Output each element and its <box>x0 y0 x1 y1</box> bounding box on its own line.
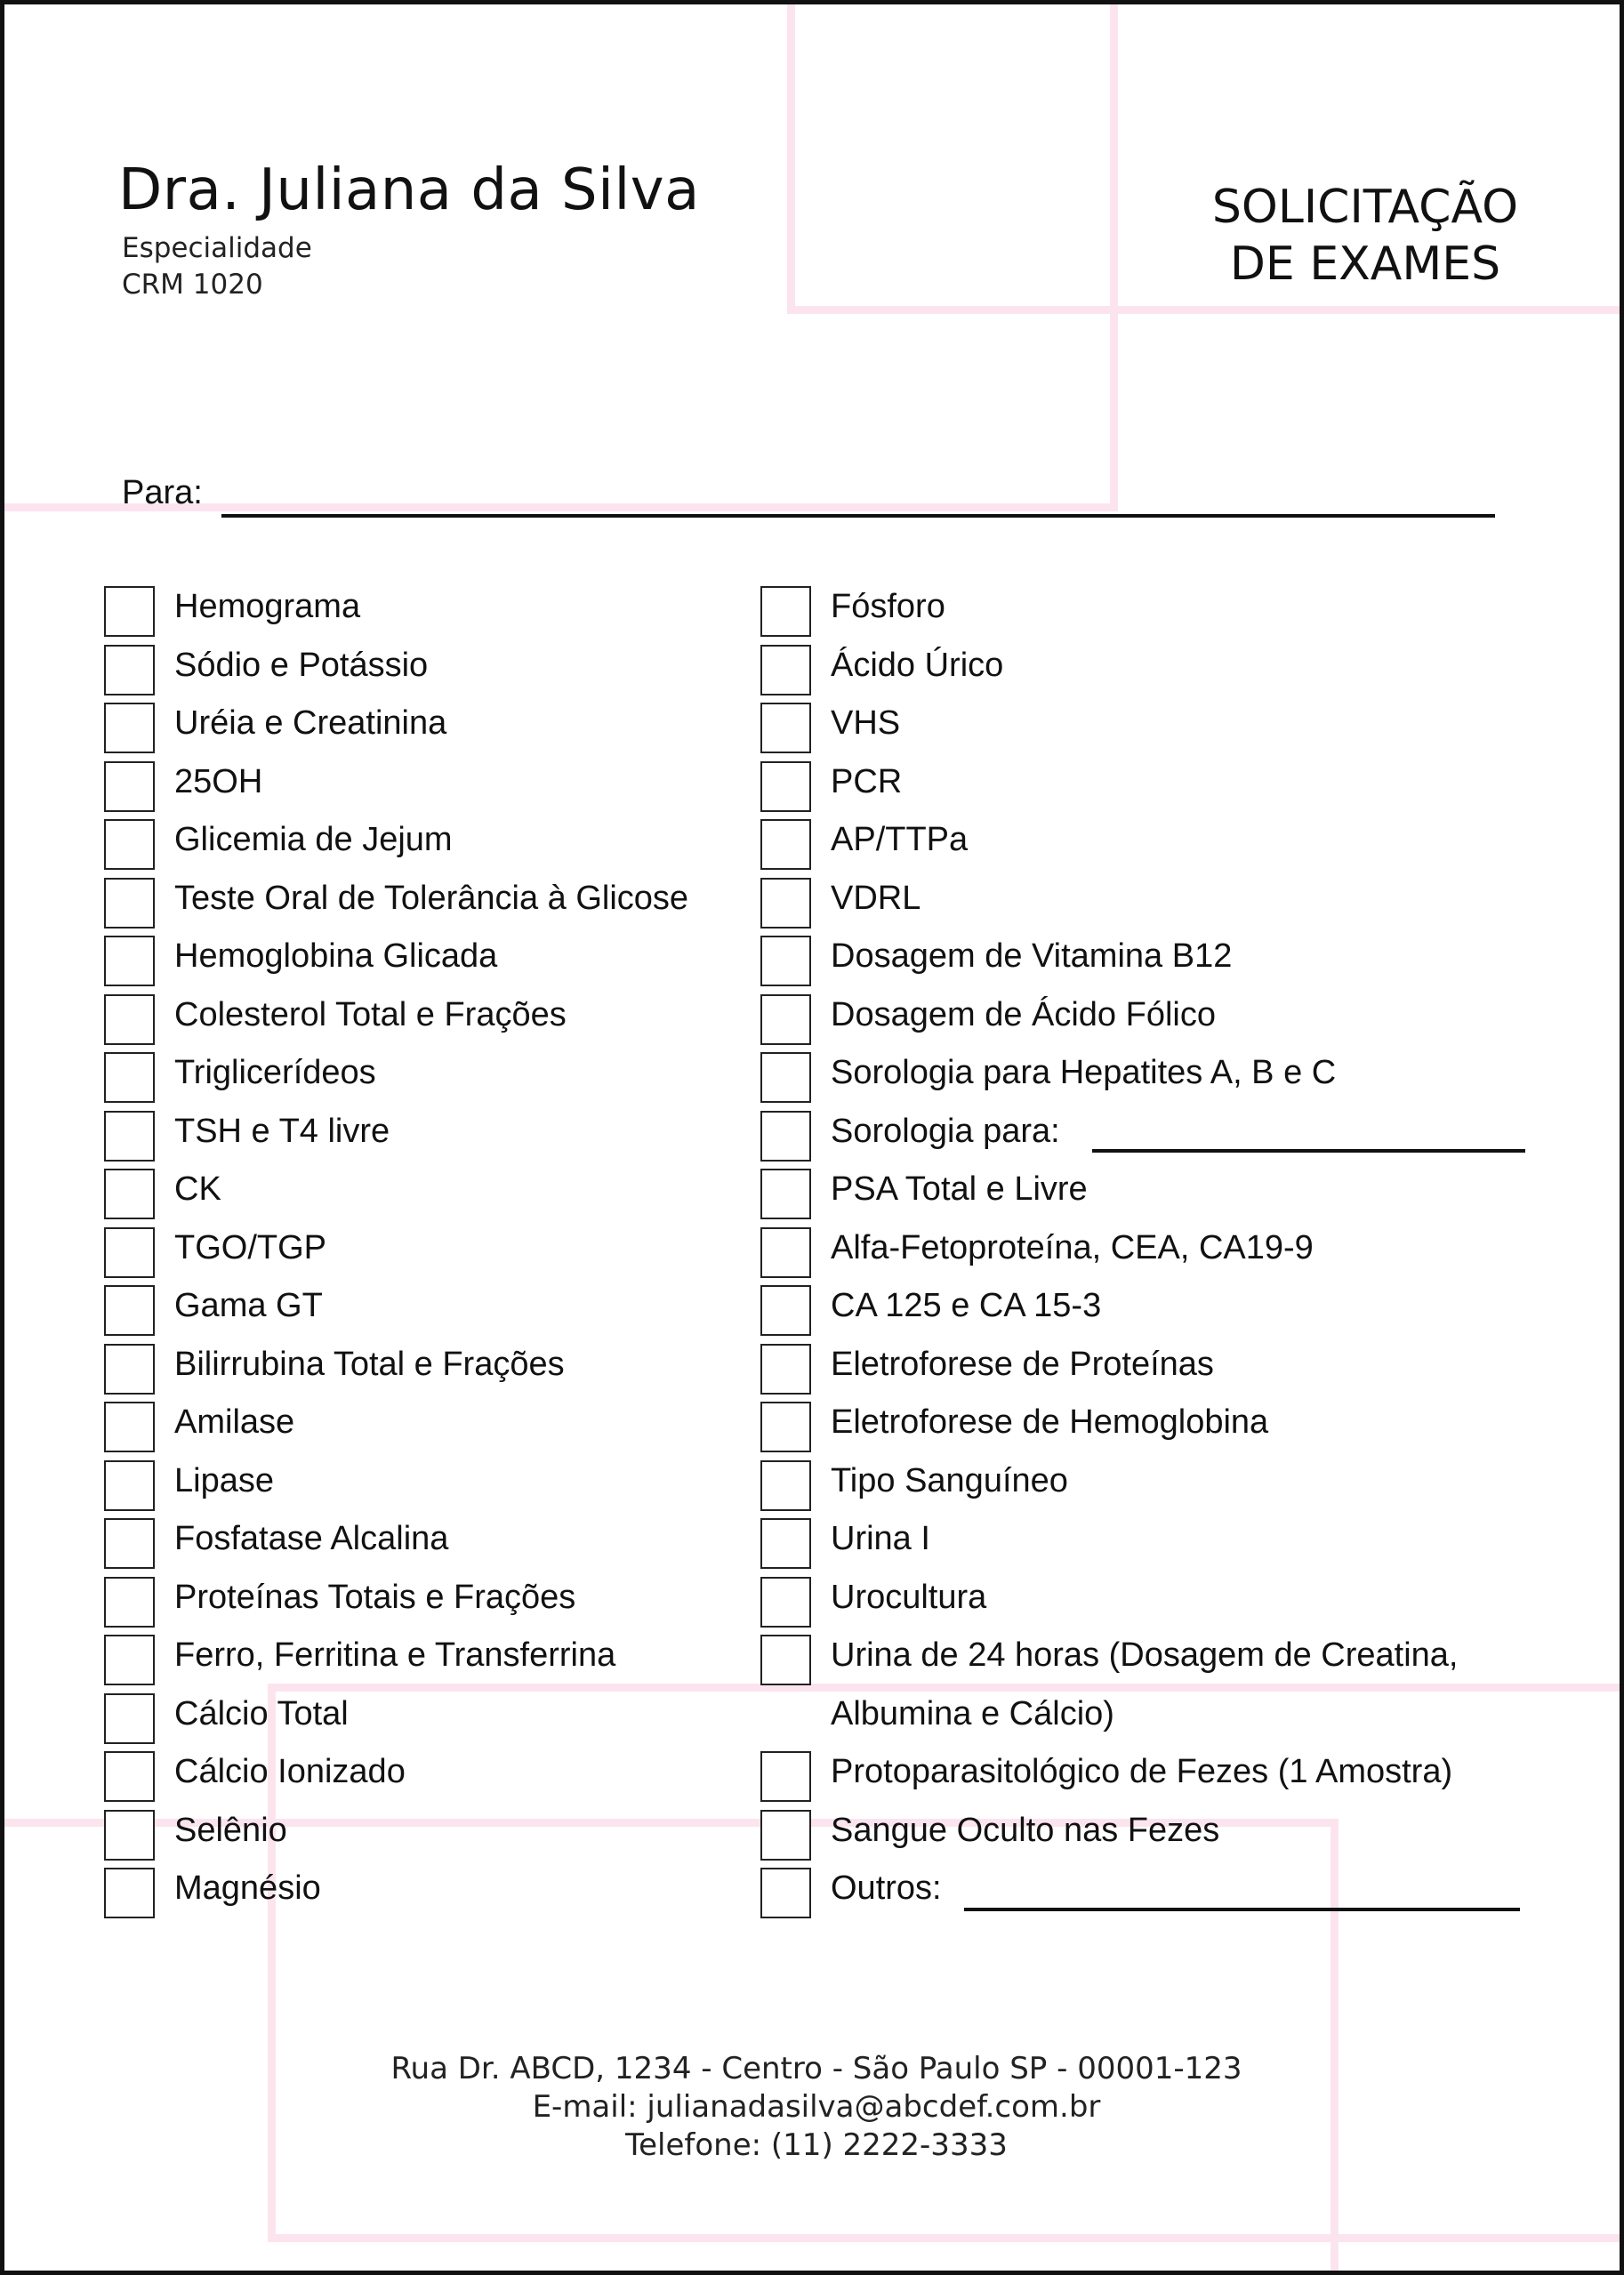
document-title-line-1: SOLICITAÇÃO <box>1211 181 1519 234</box>
footer-phone: Telefone: (11) 2222-3333 <box>625 2127 1008 2163</box>
exam-label: Protoparasitológico de Fezes (1 Amostra) <box>831 1753 1453 1790</box>
exam-label: CK <box>174 1170 221 1208</box>
exam-checkbox[interactable] <box>760 1635 811 1685</box>
footer-email: E-mail: julianadasilva@abcdef.com.br <box>532 2089 1101 2125</box>
exam-checkbox[interactable] <box>104 1227 155 1278</box>
exam-label: Cálcio Ionizado <box>174 1753 406 1790</box>
exam-label: Alfa-Fetoproteína, CEA, CA19-9 <box>831 1228 1314 1266</box>
exam-label: Outros: <box>831 1869 942 1907</box>
exam-label: Eletroforese de Hemoglobina <box>831 1403 1269 1441</box>
exam-label: Dosagem de Vitamina B12 <box>831 937 1233 975</box>
exam-label: Sorologia para: <box>831 1112 1060 1150</box>
exam-checkbox[interactable] <box>760 645 811 695</box>
exam-checkbox[interactable] <box>104 819 155 870</box>
exam-label: Albumina e Cálcio) <box>831 1694 1114 1732</box>
exam-checkbox[interactable] <box>760 1052 811 1103</box>
exam-label: VHS <box>831 704 901 742</box>
exam-checkbox[interactable] <box>104 1111 155 1162</box>
exam-label: Hemoglobina Glicada <box>174 937 498 975</box>
exam-label: Sódio e Potássio <box>174 646 429 684</box>
exam-checkbox[interactable] <box>760 1111 811 1162</box>
exam-label: Gama GT <box>174 1287 323 1324</box>
exam-label: Sorologia para Hepatites A, B e C <box>831 1054 1337 1091</box>
exam-checkbox[interactable] <box>760 1344 811 1395</box>
exam-label: Tipo Sanguíneo <box>831 1461 1068 1499</box>
exam-checkbox[interactable] <box>104 1344 155 1395</box>
exam-checkbox[interactable] <box>104 1635 155 1685</box>
exam-label: Ácido Úrico <box>831 646 1004 684</box>
exam-label: Sangue Oculto nas Fezes <box>831 1811 1220 1849</box>
exam-label: Fosfatase Alcalina <box>174 1520 449 1557</box>
exam-checkbox[interactable] <box>104 878 155 928</box>
exam-label: 25OH <box>174 762 263 800</box>
exam-checkbox[interactable] <box>104 1868 155 1918</box>
exam-label: Cálcio Total <box>174 1694 349 1732</box>
exam-label: CA 125 e CA 15-3 <box>831 1287 1102 1324</box>
exam-checkbox[interactable] <box>760 1577 811 1628</box>
exam-checkbox[interactable] <box>760 1868 811 1918</box>
recipient-field[interactable] <box>221 514 1495 518</box>
exam-checkbox[interactable] <box>104 703 155 753</box>
exam-checkbox[interactable] <box>760 761 811 812</box>
exam-label: PSA Total e Livre <box>831 1170 1088 1208</box>
exam-checkbox[interactable] <box>104 1285 155 1336</box>
exam-label: Fósforo <box>831 588 945 625</box>
exam-label: Triglicerídeos <box>174 1054 376 1091</box>
exam-checkbox[interactable] <box>760 703 811 753</box>
other-exams-field[interactable] <box>964 1908 1520 1911</box>
exam-checkbox[interactable] <box>104 1460 155 1511</box>
exam-label: Glicemia de Jejum <box>174 821 453 858</box>
exam-label: Teste Oral de Tolerância à Glicose <box>174 879 689 917</box>
exam-checkbox[interactable] <box>104 1810 155 1861</box>
recipient-row <box>122 474 1500 519</box>
exam-label: Amilase <box>174 1403 295 1441</box>
serology-other-field[interactable] <box>1092 1149 1525 1153</box>
exam-checkbox[interactable] <box>760 819 811 870</box>
exam-checkbox[interactable] <box>760 878 811 928</box>
footer-contact <box>4 2050 1624 2165</box>
footer-address: Rua Dr. ABCD, 1234 - Centro - São Paulo SP - 00001-123 <box>390 2051 1242 2086</box>
document-title <box>1161 179 1570 293</box>
exam-checkbox[interactable] <box>104 761 155 812</box>
exam-checkbox[interactable] <box>104 1693 155 1744</box>
exam-label: AP/TTPa <box>831 821 969 858</box>
exam-checkbox[interactable] <box>760 1460 811 1511</box>
exam-checkbox[interactable] <box>104 1518 155 1569</box>
exam-label: Urina de 24 horas (Dosagem de Creatina, <box>831 1636 1459 1674</box>
exam-checkbox[interactable] <box>760 1402 811 1452</box>
exam-label: Uréia e Creatinina <box>174 704 447 742</box>
exam-checkbox[interactable] <box>760 1518 811 1569</box>
exam-label: Bilirrubina Total e Frações <box>174 1345 565 1383</box>
exam-label: Ferro, Ferritina e Transferrina <box>174 1636 616 1674</box>
exam-checkbox[interactable] <box>104 936 155 986</box>
doctor-name: Dra. Juliana da Silva <box>118 157 700 223</box>
exam-label: Urina I <box>831 1520 930 1557</box>
exam-label: Lipase <box>174 1461 274 1499</box>
exam-label: VDRL <box>831 879 921 917</box>
exam-checkbox[interactable] <box>760 1169 811 1219</box>
exam-checkbox[interactable] <box>104 1751 155 1802</box>
doctor-crm: CRM 1020 <box>122 269 263 301</box>
exam-label: TSH e T4 livre <box>174 1112 390 1150</box>
exam-checkbox[interactable] <box>760 1285 811 1336</box>
exam-checkbox[interactable] <box>104 994 155 1045</box>
exam-label: Eletroforese de Proteínas <box>831 1345 1214 1383</box>
exam-label: Colesterol Total e Frações <box>174 995 567 1033</box>
exam-label: Selênio <box>174 1811 287 1849</box>
recipient-label: Para: <box>122 474 203 511</box>
exam-checkbox[interactable] <box>760 1751 811 1802</box>
exam-label: TGO/TGP <box>174 1228 326 1266</box>
exam-checkbox[interactable] <box>104 1577 155 1628</box>
exam-label: Proteínas Totais e Frações <box>174 1578 576 1616</box>
exam-checkbox[interactable] <box>760 1810 811 1861</box>
doctor-specialty: Especialidade <box>122 232 312 264</box>
exam-label: Dosagem de Ácido Fólico <box>831 995 1216 1033</box>
document-title-line-2: DE EXAMES <box>1229 237 1501 291</box>
exam-checkbox[interactable] <box>104 1052 155 1103</box>
exam-checkbox[interactable] <box>104 1402 155 1452</box>
exam-checkbox[interactable] <box>104 586 155 637</box>
exam-label: PCR <box>831 762 903 800</box>
exam-label: Magnésio <box>174 1869 321 1907</box>
exam-checkbox[interactable] <box>760 936 811 986</box>
exam-checkbox[interactable] <box>760 586 811 637</box>
exam-label: Hemograma <box>174 588 361 625</box>
exam-checkbox[interactable] <box>760 994 811 1045</box>
exam-checkbox[interactable] <box>104 645 155 695</box>
exam-checkbox[interactable] <box>104 1169 155 1219</box>
exam-checkbox[interactable] <box>760 1227 811 1278</box>
exam-label: Urocultura <box>831 1578 987 1616</box>
